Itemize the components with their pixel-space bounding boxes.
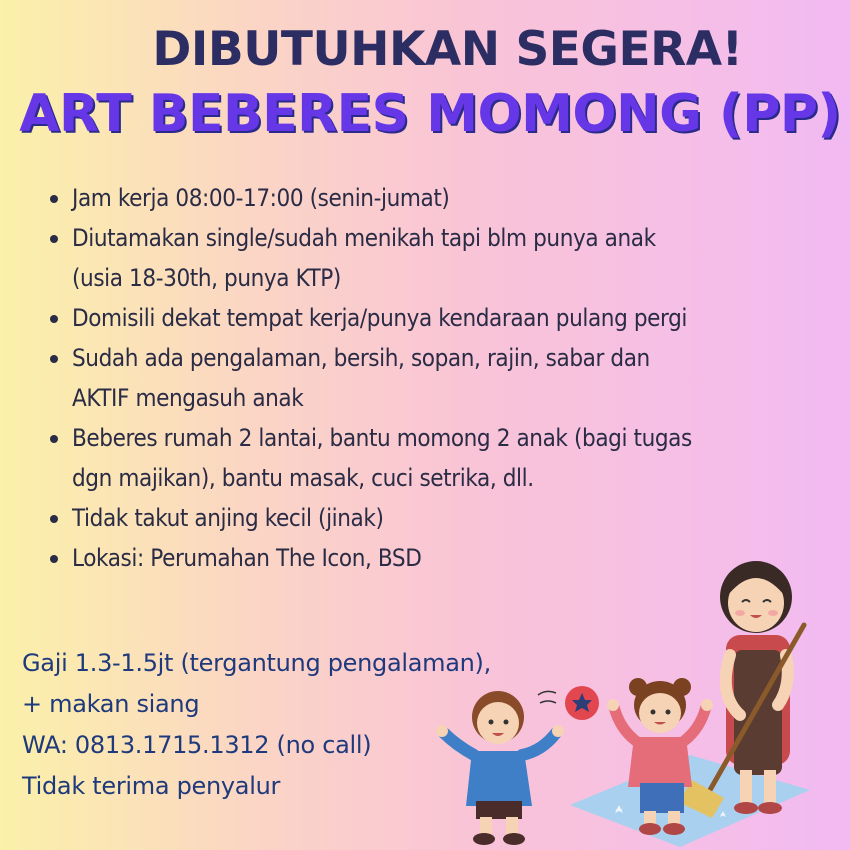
nanny-with-children-illustration: [420, 555, 850, 850]
salary-text: Gaji 1.3-1.5jt (tergantung pengalaman),: [22, 649, 491, 677]
list-item: Domisili dekat tempat kerja/punya kendaraan pulang pergi: [48, 298, 838, 338]
requirements-list: [48, 178, 838, 578]
list-item: Tidak takut anjing kecil (jinak): [48, 498, 838, 538]
bullet-icon: [50, 435, 58, 443]
bullet-icon: [50, 555, 58, 563]
list-item: Lokasi: Perumahan The Icon, BSD: [48, 538, 838, 578]
list-item: Jam kerja 08:00-17:00 (senin-jumat): [48, 178, 838, 218]
agency-note: Tidak terima penyalur: [22, 772, 281, 800]
meal-text: + makan siang: [22, 690, 200, 718]
bullet-icon: [50, 515, 58, 523]
page-title: DIBUTUHKAN SEGERA!: [152, 22, 743, 77]
whatsapp-text: WA: 0813.1715.1312 (no call): [22, 731, 372, 759]
list-item: Beberes rumah 2 lantai, bantu momong 2 anak (bagi tugas dgn majikan), bantu masak, cuci setrika, dll.: [48, 418, 838, 498]
bullet-icon: [50, 315, 58, 323]
bullet-icon: [50, 355, 58, 363]
bullet-icon: [50, 195, 58, 203]
bullet-icon: [50, 235, 58, 243]
list-item: Diutamakan single/sudah menikah tapi blm punya anak (usia 18-30th, punya KTP): [48, 218, 838, 298]
list-item: Sudah ada pengalaman, bersih, sopan, rajin, sabar dan AKTIF mengasuh anak: [48, 338, 838, 418]
page-subtitle: ART BEBERES MOMONG (PP): [19, 84, 841, 144]
